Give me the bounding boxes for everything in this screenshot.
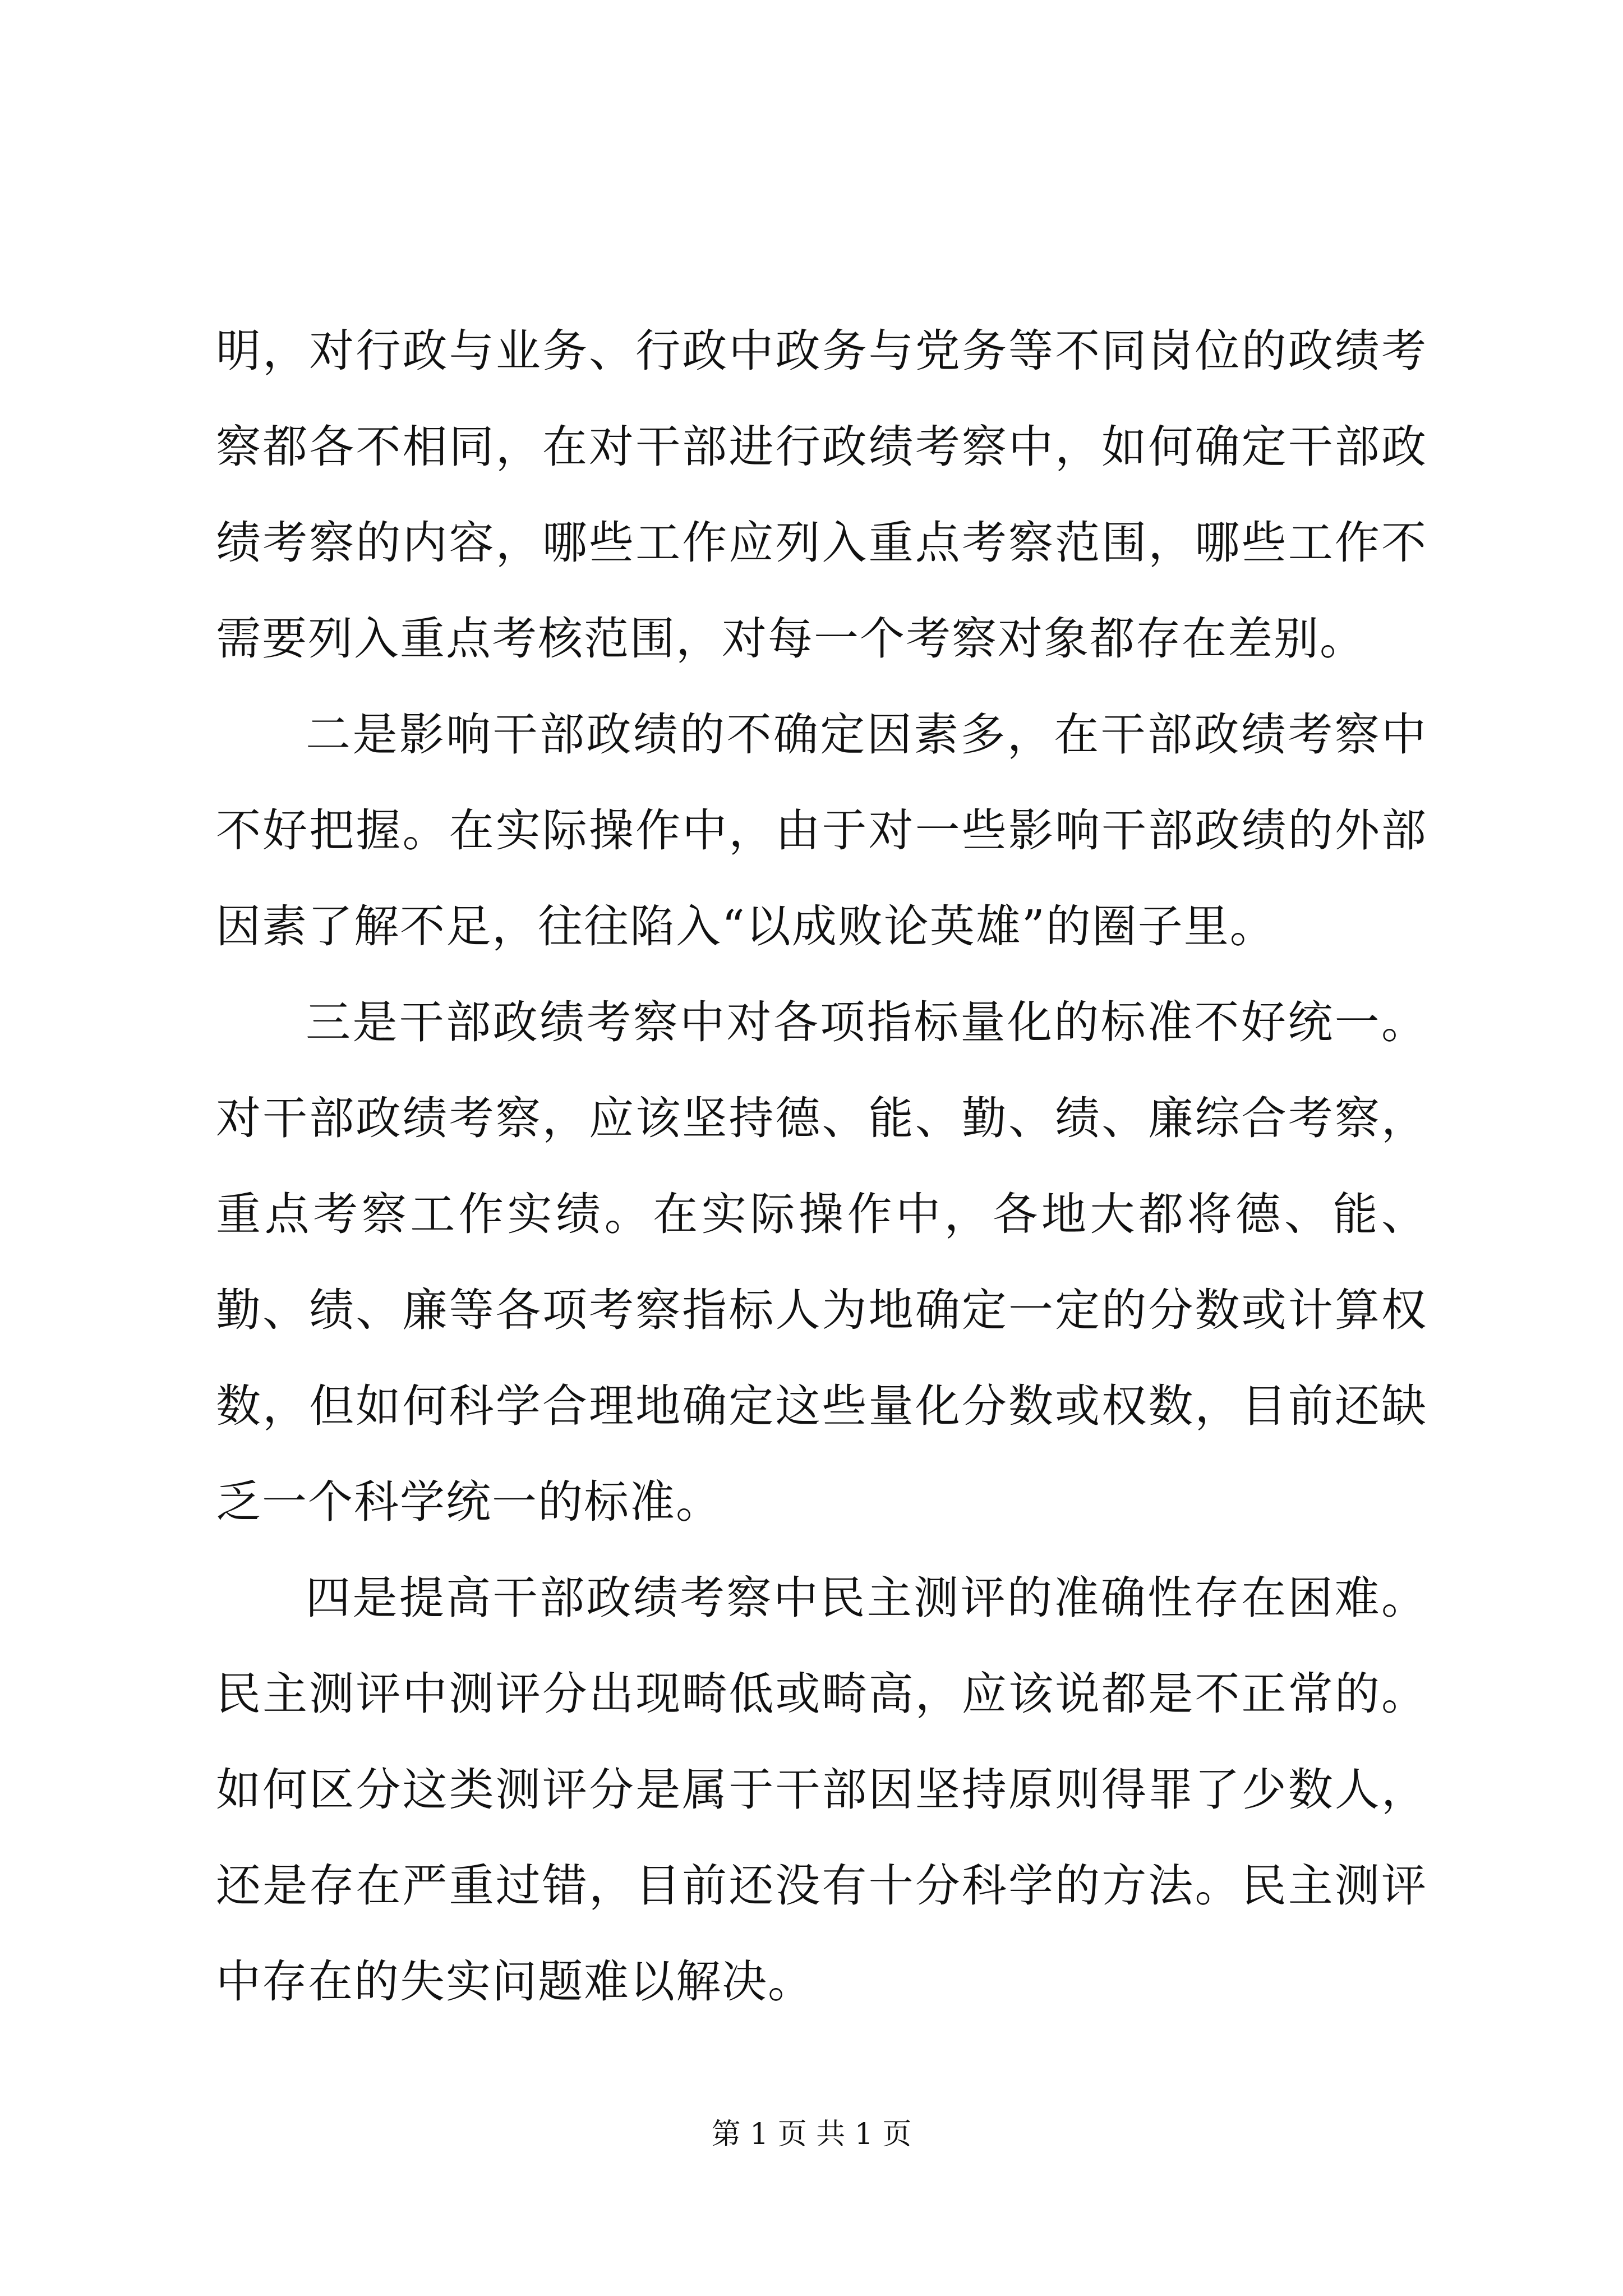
paragraph-point-four: 四是提高干部政绩考察中民主测评的准确性存在困难。民主测评中测评分出现畸低或畸高，应该说都是不正常的。如何区分这类测评分是属于干部因坚持原则得罪了少数人，还是存在严重过错，目前还没有十分科学的方法。民主测评中存在的失实问题难以解决。 [216,1572,1427,2008]
document-body [216,303,1427,2030]
paragraph-continuation: 明，对行政与业务、行政中政务与党务等不同岗位的政绩考察都各不相同，在对干部进行政绩考察中，如何确定干部政绩考察的内容，哪些工作应列入重点考察范围，哪些工作不需要列入重点考核范围，对每一个考察对象都存在差别。 [216,325,1427,665]
paragraph-point-two: 二是影响干部政绩的不确定因素多，在干部政绩考察中不好把握。在实际操作中，由于对一些影响干部政绩的外部因素了解不足，往往陷入“以成败论英雄”的圈子里。 [216,708,1427,953]
paragraph-point-three: 三是干部政绩考察中对各项指标量化的标准不好统一。对干部政绩考察，应该坚持德、能、勤、绩、廉综合考察，重点考察工作实绩。在实际操作中，各地大都将德、能、勤、绩、廉等各项考察指标人为地确定一定的分数或计算权数，但如何科学合理地确定这些量化分数或权数，目前还缺乏一个科学统一的标准。 [216,996,1427,1528]
page-number-footer: 第 1 页 共 1 页 [711,2118,912,2151]
